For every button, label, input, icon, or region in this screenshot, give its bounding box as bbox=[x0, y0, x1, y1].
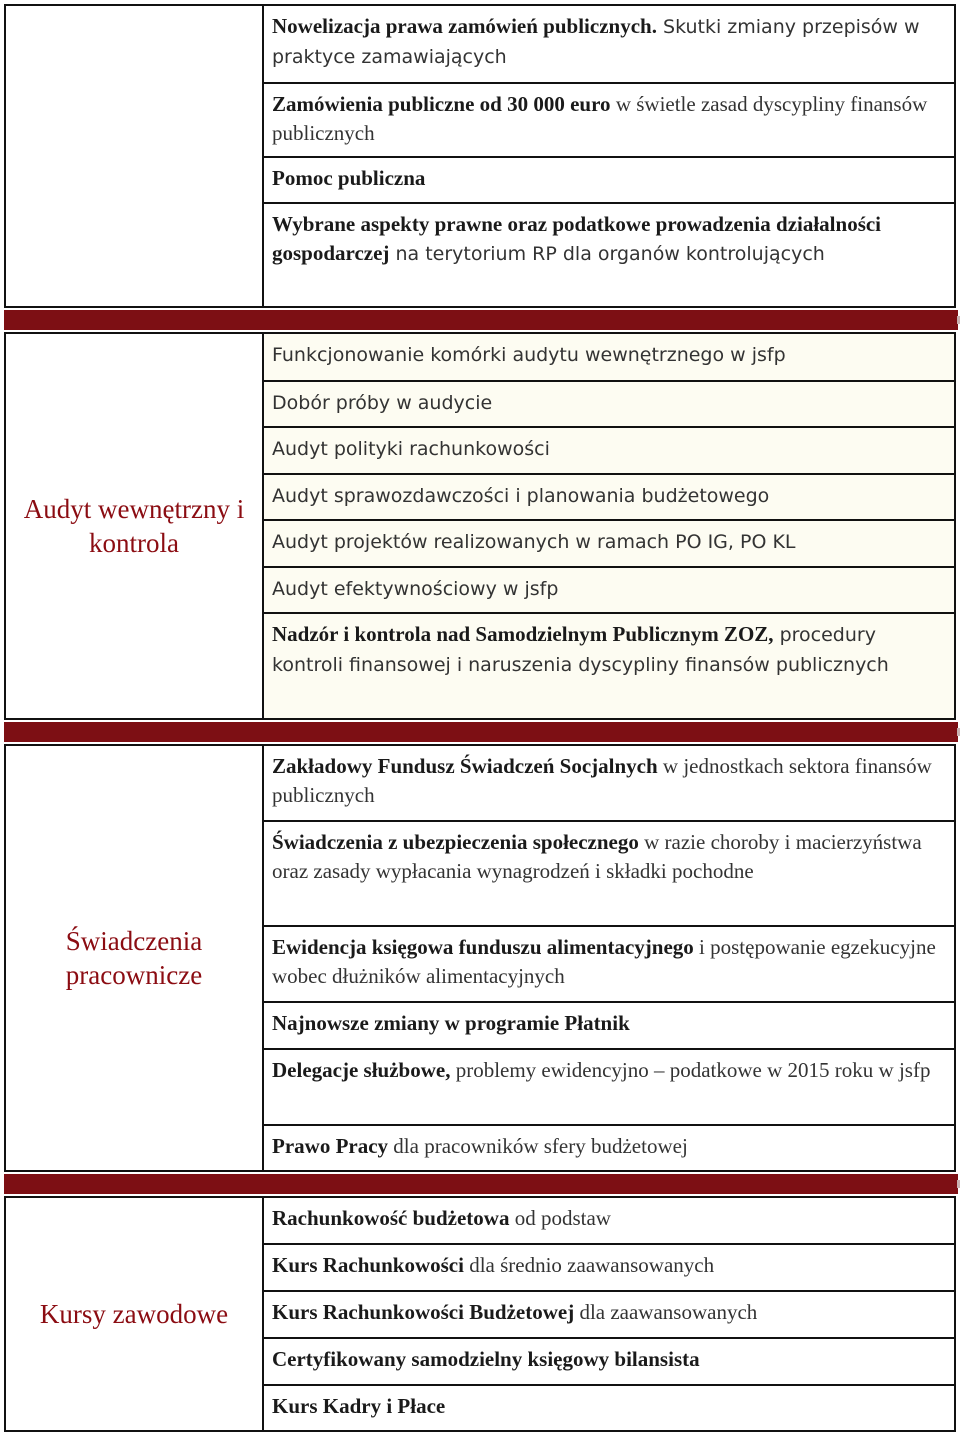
item-bold-text: Prawo Pracy bbox=[272, 1134, 389, 1158]
list-item bbox=[264, 1245, 954, 1292]
list-item bbox=[264, 204, 954, 306]
section-items bbox=[264, 746, 954, 1170]
item-regular-text: w razie choroby i macierzyństwa oraz zasady wypłacania wynagrodzeń i składki pochodne bbox=[272, 830, 922, 883]
list-item bbox=[264, 1126, 954, 1170]
item-bold-text: Zakładowy Fundusz Świadczeń Socjalnych bbox=[272, 754, 658, 778]
item-regular-text: Audyt sprawozdawczości i planowania budżetowego bbox=[272, 485, 770, 507]
list-item bbox=[264, 1339, 954, 1386]
item-regular-text: Dobór próby w audycie bbox=[272, 392, 493, 414]
item-bold-text: Certyfikowany samodzielny księgowy bilansista bbox=[272, 1347, 700, 1371]
item-regular-text: dla pracowników sfery budżetowej bbox=[388, 1134, 688, 1158]
item-bold-text: Delegacje służbowe, bbox=[272, 1058, 451, 1082]
list-item bbox=[264, 1198, 954, 1245]
section-internal-audit bbox=[4, 332, 956, 720]
list-item bbox=[264, 521, 954, 568]
item-regular-text: problemy ewidencyjno – podatkowe w 2015 roku w jsfp bbox=[450, 1058, 931, 1082]
section-items bbox=[264, 334, 954, 718]
item-regular-text: Audyt efektywnościowy w jsfp bbox=[272, 578, 559, 600]
section-public-procurement bbox=[4, 4, 956, 308]
category-title: Kursy zawodowe bbox=[39, 1299, 229, 1329]
list-item bbox=[264, 84, 954, 158]
list-item bbox=[264, 158, 954, 204]
item-bold-text: Kurs Rachunkowości Budżetowej bbox=[272, 1300, 575, 1324]
item-bold-text: Rachunkowość budżetowa bbox=[272, 1206, 510, 1230]
list-item bbox=[264, 428, 954, 475]
item-bold-text: Zamówienia publiczne od 30 000 euro bbox=[272, 92, 611, 116]
item-regular-text: Audyt projektów realizowanych w ramach PO IG, PO KL bbox=[272, 531, 796, 553]
section-divider bbox=[4, 310, 958, 330]
section-label-cell bbox=[6, 6, 264, 306]
section-employee-benefits bbox=[4, 744, 956, 1172]
item-regular-text: od podstaw bbox=[509, 1206, 611, 1230]
list-item bbox=[264, 614, 954, 718]
item-regular-text: w świetle zasad dyscypliny finansów publicznych bbox=[272, 92, 928, 145]
item-bold-text: Świadczenia z ubezpieczenia społecznego bbox=[272, 830, 639, 854]
list-item bbox=[264, 334, 954, 382]
item-bold-text: Ewidencja księgowa funduszu alimentacyjnego bbox=[272, 935, 694, 959]
item-regular-text: Audyt polityki rachunkowości bbox=[272, 438, 550, 460]
list-item bbox=[264, 927, 954, 1003]
category-title: Audyt wewnętrzny i kontrola bbox=[23, 494, 245, 558]
section-divider bbox=[4, 722, 958, 742]
item-regular-text: Funkcjonowanie komórki audytu wewnętrznego w jsfp bbox=[272, 344, 786, 366]
section-items bbox=[264, 1198, 954, 1430]
item-regular-text: w jednostkach sektora finansów publicznych bbox=[272, 754, 932, 807]
item-regular-text: dla zaawansowanych bbox=[574, 1300, 758, 1324]
list-item bbox=[264, 1292, 954, 1339]
list-item bbox=[264, 568, 954, 614]
item-regular-text: i postępowanie egzekucyjne wobec dłużników alimentacyjnych bbox=[272, 935, 936, 988]
section-label-cell bbox=[6, 1198, 264, 1430]
item-bold-text: Nowelizacja prawa zamówień publicznych. bbox=[272, 14, 657, 38]
list-item bbox=[264, 822, 954, 927]
item-regular-text: Skutki zmiany przepisów w praktyce zamawiających bbox=[272, 16, 920, 68]
item-regular-text: procedury kontroli finansowej i naruszenia dyscypliny finansów publicznych bbox=[272, 624, 889, 676]
list-item bbox=[264, 382, 954, 428]
list-item bbox=[264, 1386, 954, 1430]
section-divider bbox=[4, 1174, 958, 1194]
list-item bbox=[264, 746, 954, 822]
category-title: Świadczenia pracownicze bbox=[65, 926, 203, 990]
list-item bbox=[264, 1003, 954, 1050]
item-bold-text: Wybrane aspekty prawne oraz podatkowe prowadzenia działalności gospodarczej bbox=[272, 212, 882, 265]
item-regular-text: na terytorium RP dla organów kontrolujących bbox=[389, 243, 825, 265]
item-bold-text: Najnowsze zmiany w programie Płatnik bbox=[272, 1011, 630, 1035]
list-item bbox=[264, 1050, 954, 1126]
section-label-cell bbox=[6, 334, 264, 718]
item-bold-text: Kurs Rachunkowości bbox=[272, 1253, 464, 1277]
list-item bbox=[264, 475, 954, 521]
item-bold-text: Kurs Kadry i Płace bbox=[272, 1394, 446, 1418]
section-label-cell bbox=[6, 746, 264, 1170]
item-bold-text: Pomoc publiczna bbox=[272, 166, 426, 190]
item-regular-text: dla średnio zaawansowanych bbox=[463, 1253, 715, 1277]
list-item bbox=[264, 6, 954, 84]
item-bold-text: Nadzór i kontrola nad Samodzielnym Publicznym ZOZ, bbox=[272, 622, 774, 646]
section-professional-courses bbox=[4, 1196, 956, 1432]
section-items bbox=[264, 6, 954, 306]
